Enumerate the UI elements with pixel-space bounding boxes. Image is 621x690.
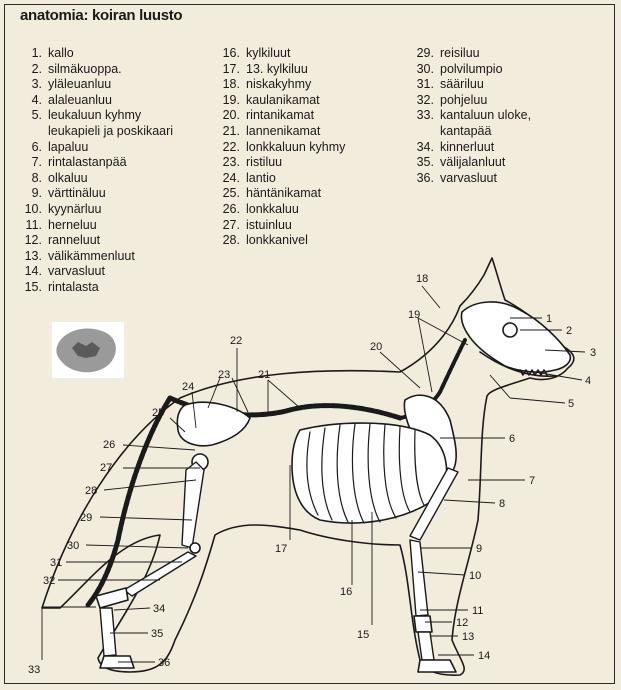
legend-item-number: 16. [222,46,240,60]
legend-item-number: 12. [24,233,42,248]
hind-metatarsals [100,608,116,656]
legend-item-number: 30. [416,61,434,76]
legend-item-text: rintalastanpää [48,155,127,170]
legend-item-number: 8. [31,170,42,185]
callout-9: 9 [476,543,483,555]
legend-item-number: 1. [31,46,42,60]
radius-ulna [410,540,428,616]
legend-item-text: kantapää [440,123,492,138]
legend-item-number: 7. [31,155,42,170]
callout-20: 20 [370,341,383,353]
legend-item-number: 31. [416,77,434,92]
legend-item-number: 18. [222,77,240,92]
legend-item-number: 20. [222,108,240,123]
callout-24: 24 [182,381,195,393]
callout-25: 25 [152,407,165,419]
legend-item-number: 33. [416,108,434,123]
callout-4: 4 [585,375,592,387]
callout-19: 19 [408,309,421,321]
legend-item-text: pohjeluu [440,92,488,107]
legend-item-text: alaleuanluu [48,92,112,107]
legend-item-number: 32. [416,92,434,107]
legend-item-text: varvasluut [48,264,105,279]
legend-item-number: 15. [24,279,42,294]
legend-item-text: kylkiluut [246,46,291,60]
legend-item-text: kyynärluu [48,201,102,216]
legend-item-text: välijalanluut [440,155,506,170]
callout-5: 5 [568,398,575,410]
legend-item-text: lonkkanivel [246,233,308,248]
callout-14: 14 [478,650,491,662]
callout-30: 30 [67,540,80,552]
legend-item-number: 14. [24,264,42,279]
legend-item-number: 17. [222,61,240,76]
callout-27: 27 [100,462,113,474]
callout-29: 29 [80,512,93,524]
legend-item-number: 13. [24,248,42,263]
callout-17: 17 [275,543,288,555]
legend-item-number: 2. [31,61,42,76]
callout-8: 8 [499,498,506,510]
legend-item-text: värttinäluu [48,186,106,201]
callout-32: 32 [43,575,56,587]
calcaneus [96,588,128,608]
legend-item-text: kallo [48,46,74,60]
legend-item-text: istuinluu [246,217,292,232]
legend-item-number: 5. [31,108,42,123]
callout-1: 1 [546,313,553,325]
legend-item-number: 23. [222,155,240,170]
legend-item-number: 19. [222,92,240,107]
legend-item-number: 24. [222,170,240,185]
legend-item-text: sääriluu [440,77,484,92]
legend-item-text: leukaluun kyhmy [48,108,142,123]
callout-13: 13 [462,631,475,643]
callout-16: 16 [340,586,353,598]
legend-item-number: 4. [31,92,42,107]
legend-item-text: olkaluu [48,170,88,185]
stamp-image [52,322,124,378]
legend-item-text: ristiluu [246,155,283,170]
figure-title: anatomia: koiran luusto [20,7,183,24]
legend-item-text: kaulanikamat [246,92,320,107]
front-toes [418,660,456,672]
legend-item-text: häntänikamat [246,186,322,201]
legend-item-text: lantio [246,170,276,185]
callout-34: 34 [153,603,166,615]
callout-6: 6 [509,433,516,445]
skull [461,302,573,372]
legend-item-number: 28. [222,233,240,248]
callout-7: 7 [529,475,536,487]
legend-item-text: lonkkaluun kyhmy [246,139,346,154]
callout-18: 18 [416,273,429,285]
callout-31: 31 [50,557,63,569]
legend-item-text: silmäkuoppa. [48,61,122,76]
callout-28: 28 [85,485,98,497]
legend-item-text: rintalasta [48,279,99,294]
legend-item-number: 9. [31,186,42,201]
tibia [124,552,196,596]
legend-item-number: 26. [222,201,240,216]
legend-item-number: 3. [31,77,42,92]
legend-item-text: leukapieli ja poskikaari [48,123,174,138]
callout-12: 12 [456,617,469,629]
legend-item-text: lonkkaluu [246,201,299,216]
legend-item-text: kantaluun uloke, [440,108,532,123]
callout-15: 15 [357,629,370,641]
legend-item-number: 11. [25,217,42,232]
callout-36: 36 [158,657,171,669]
legend-item-text: herneluu [48,217,97,232]
legend-item-number: 36. [416,170,434,185]
legend-item-number: 25. [222,186,240,201]
legend-item-text: rintanikamat [246,108,315,123]
legend-item-text: ranneluut [48,233,101,248]
legend-item-text: yläleuanluu [48,77,112,92]
femur [182,462,204,548]
callout-3: 3 [590,347,597,359]
callout-2: 2 [566,325,573,337]
legend-item-text: kinnerluut [440,139,495,154]
legend-item-text: lapaluu [48,139,89,154]
callout-26: 26 [103,439,116,451]
callout-22: 22 [230,335,243,347]
legend-item-number: 27. [222,217,240,232]
carpals [414,616,432,632]
legend-item-number: 29. [416,46,434,60]
callout-21: 21 [258,369,271,381]
legend-item-text: lannenikamat [246,123,321,138]
legend-item-text: välikämmenluut [48,248,135,263]
callout-10: 10 [469,570,482,582]
legend-item-number: 6. [31,139,42,154]
legend-item-number: 34. [416,139,434,154]
callout-23: 23 [218,369,231,381]
legend-item-text: 13. kylkiluu [246,61,308,76]
callout-33: 33 [28,664,41,676]
legend-item-number: 21. [222,123,240,138]
legend-item-text: niskakyhmy [246,77,312,92]
pelvis [177,402,250,446]
patella [190,543,200,553]
legend-item-number: 22. [222,139,240,154]
eye-socket [503,323,517,337]
legend-item-number: 10. [24,201,42,216]
legend-item-text: polvilumpio [440,61,503,76]
legend-item-text: reisiluu [440,46,480,60]
callout-11: 11 [472,605,484,617]
callout-35: 35 [151,628,164,640]
legend-item-text: varvasluut [440,170,497,185]
legend-item-number: 35. [416,155,434,170]
